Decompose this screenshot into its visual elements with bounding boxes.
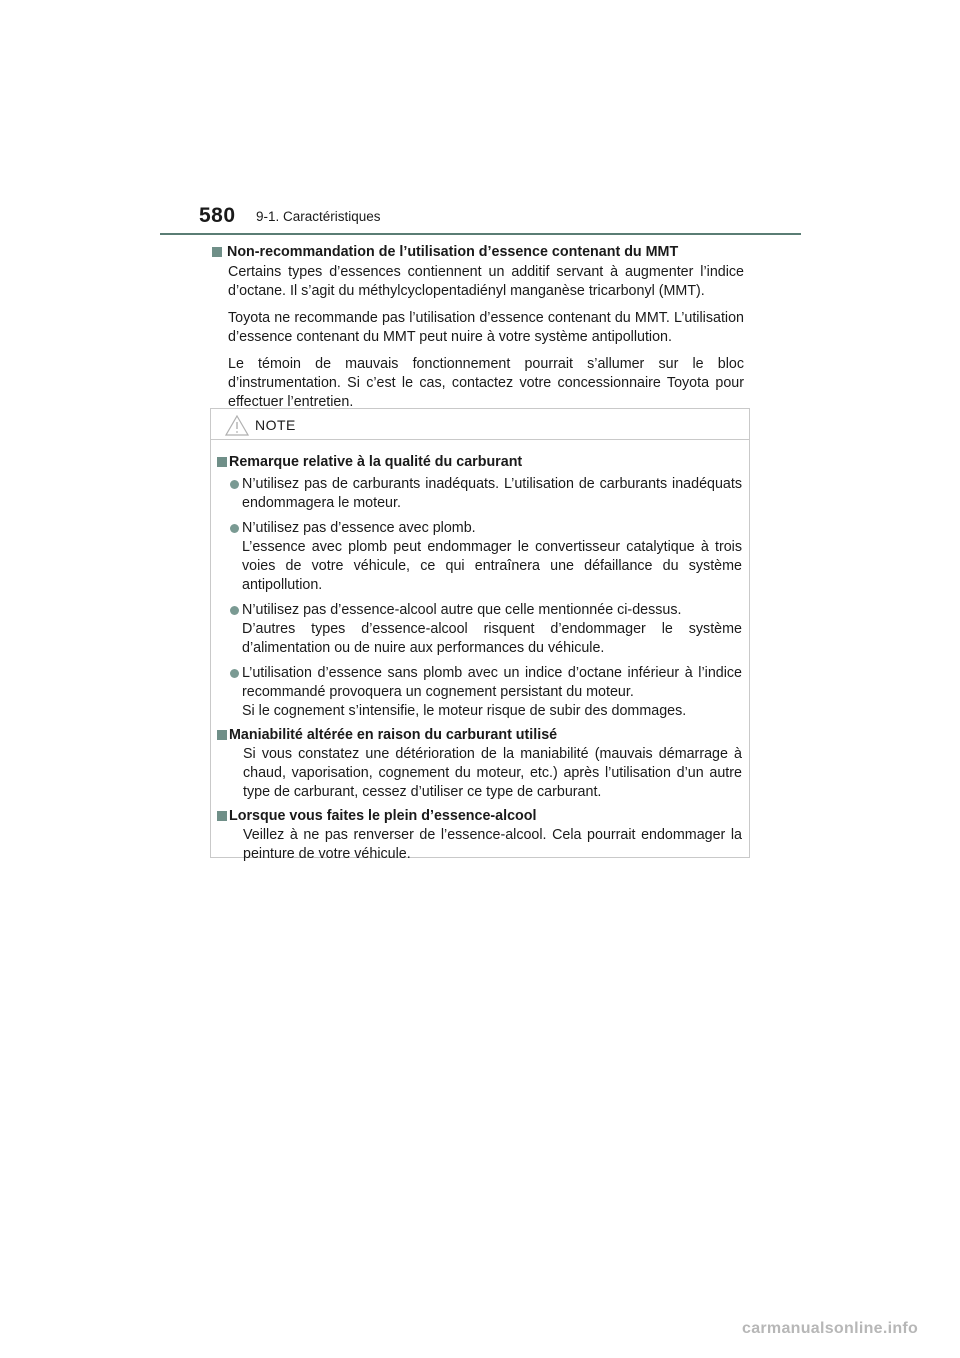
note-body [211, 440, 749, 864]
note-header [211, 409, 749, 440]
refuel-heading [217, 807, 742, 826]
list-item [229, 475, 742, 513]
mmt-heading-text: Non-recommandation de l’utilisation d’essence contenant du MMT [227, 244, 679, 260]
circle-bullet-icon [230, 669, 239, 678]
square-bullet-icon [212, 247, 222, 257]
circle-bullet-icon [230, 606, 239, 615]
list-item-text: D’autres types d’essence-alcool risquent d’endommager le système d’alimentation ou de nuire aux performances du véhicule. [242, 621, 742, 656]
warning-triangle-icon [225, 415, 249, 441]
refuel-heading-text: Lorsque vous faites le plein d’essence-alcool [229, 808, 537, 824]
square-bullet-icon [217, 457, 227, 467]
fuel-quality-heading-text: Remarque relative à la qualité du carburant [229, 454, 523, 470]
circle-bullet-icon [230, 524, 239, 533]
refuel-text: Veillez à ne pas renverser de l’essence-alcool. Cela pourrait endommager la peinture de votre véhicule. [243, 827, 742, 862]
mmt-paragraph-1: Certains types d’essences contiennent un additif servant à augmenter l’indice d’octane. Il s’agit du méthylcyclopentadiényl manganèse tricarbonyl (MMT). [228, 264, 744, 299]
section-title: 9-1. Caractéristiques [256, 209, 381, 224]
mmt-paragraph-2: Toyota ne recommande pas l’utilisation d’essence contenant du MMT. L’utilisation d’essence contenant du MMT peut nuire à votre système antipollution. [228, 310, 744, 345]
list-item [229, 601, 742, 658]
list-item-text: N’utilisez pas de carburants inadéquats. L’utilisation de carburants inadéquats endommagera le moteur. [242, 476, 742, 511]
drivability-heading-text: Maniabilité altérée en raison du carburant utilisé [229, 727, 558, 743]
list-item-text: N’utilisez pas d’essence avec plomb. [242, 520, 476, 536]
mmt-heading [212, 243, 744, 262]
list-item-text: N’utilisez pas d’essence-alcool autre que celle mentionnée ci-dessus. [242, 602, 682, 618]
square-bullet-icon [217, 730, 227, 740]
drivability-heading [217, 726, 742, 745]
drivability-text: Si vous constatez une détérioration de la maniabilité (mauvais démarrage à chaud, vaporisation, cognement du moteur, etc.) après l’utilisation d’un autre type de carburant, cessez d’utiliser ce type de carburant. [243, 746, 742, 800]
page-number: 580 [199, 204, 236, 227]
list-item-text: L’essence avec plomb peut endommager le convertisseur catalytique à trois voies de votre véhicule, ce qui entraînera une défaillance du système antipollution. [242, 539, 742, 593]
list-item-text: L’utilisation d’essence sans plomb avec un indice d’octane inférieur à l’indice recommandé provoquera un cognement persistant du moteur. [242, 665, 742, 700]
list-item-text: Si le cognement s’intensifie, le moteur risque de subir des dommages. [242, 703, 687, 719]
list-item [229, 664, 742, 721]
circle-bullet-icon [230, 480, 239, 489]
list-item [229, 519, 742, 595]
watermark: carmanualsonline.info [742, 1320, 919, 1337]
mmt-section [212, 243, 744, 412]
header-rule [160, 233, 801, 235]
note-title: NOTE [255, 417, 296, 433]
fuel-quality-heading [217, 453, 742, 472]
note-box [210, 408, 750, 862]
mmt-paragraph-3: Le témoin de mauvais fonctionnement pourrait s’allumer sur le bloc d’instrumentation. Si c’est le cas, contactez votre concessionnaire Toyota pour effectuer l’entretien. [228, 356, 744, 410]
square-bullet-icon [217, 811, 227, 821]
